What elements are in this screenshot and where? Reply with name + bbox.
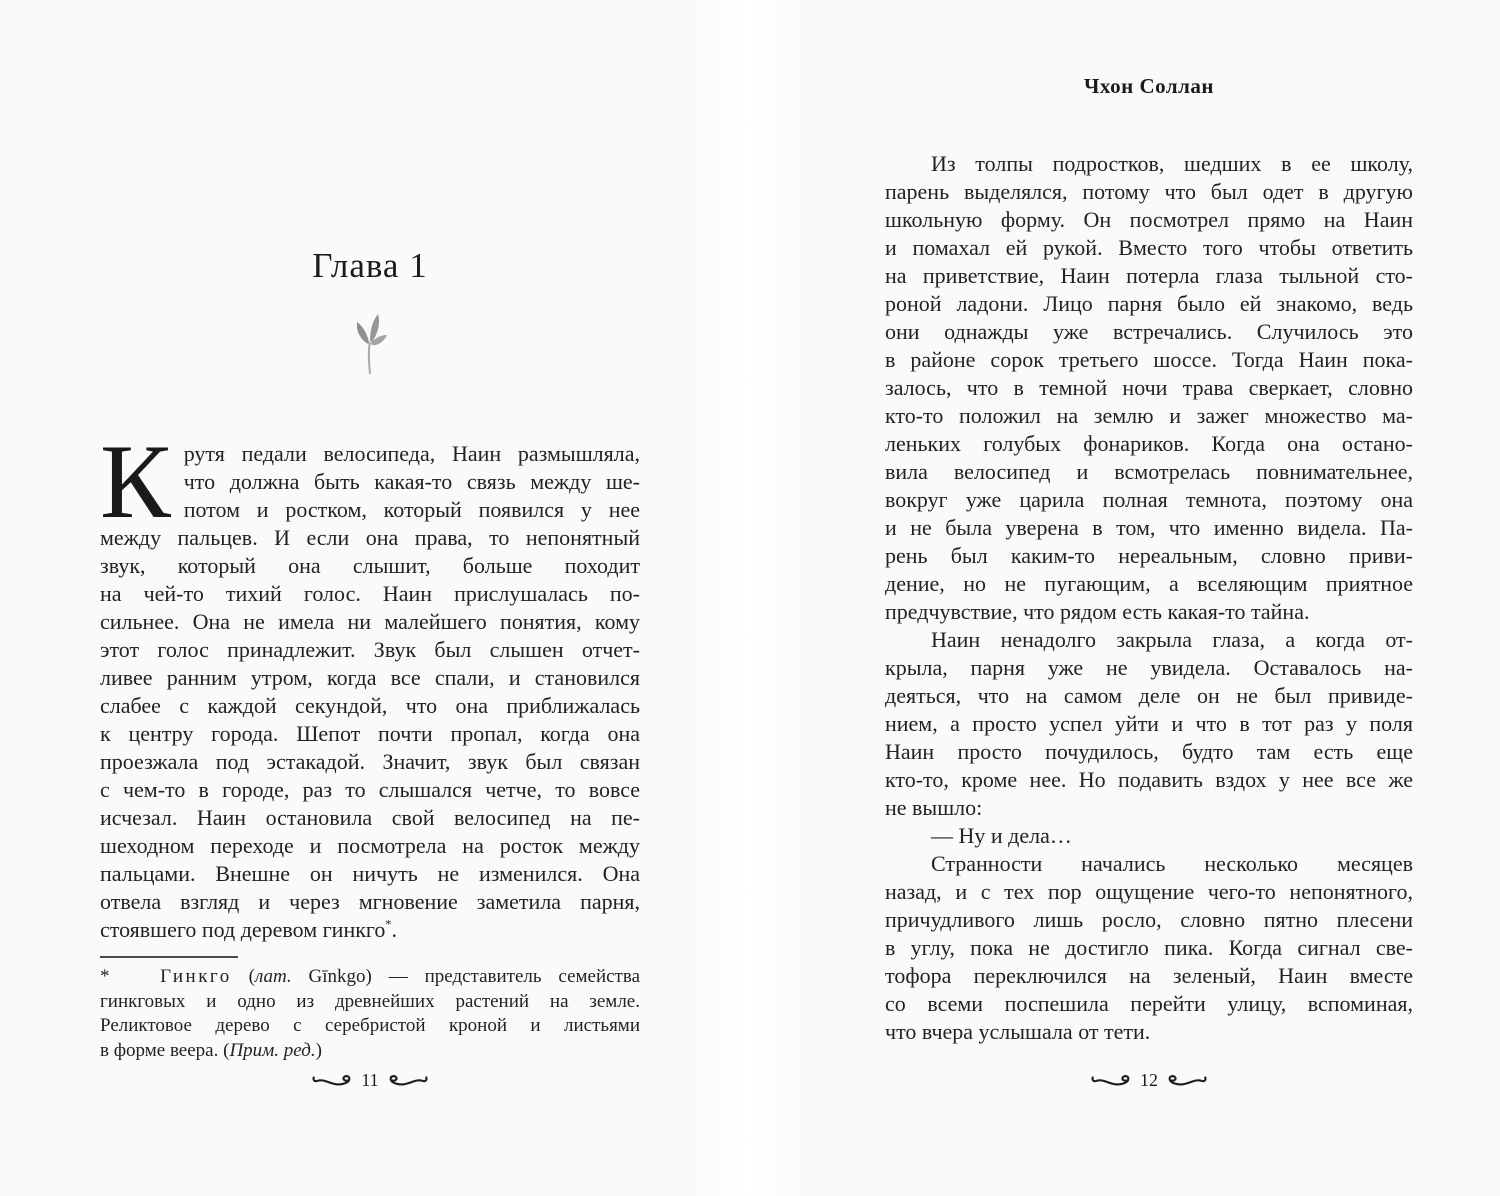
text-line: что должна быть какая-то связь между ше-	[183, 469, 640, 494]
text-line: тофора переключился на зеленый, Наин вместе	[885, 963, 1413, 988]
text-line: со всеми поспешила перейти улицу, вспоминая,	[885, 991, 1413, 1016]
flourish-left-icon	[312, 1073, 352, 1088]
text-line: пальцами. Внешне он ничуть не изменился. Она	[100, 861, 640, 886]
text-line: проезжала под эстакадой. Значит, звук был связан	[100, 749, 640, 774]
text-line: нием, а просто успел уйти и что в тот раз у поля	[885, 711, 1413, 736]
text-line: в районе сорок третьего шоссе. Тогда Наин пока-	[885, 347, 1413, 372]
text-line: к центру города. Шепот почти пропал, когда она	[100, 721, 640, 746]
body-text-right	[885, 150, 1413, 1046]
text-line: — Ну и дела…	[931, 823, 1072, 848]
footnote-text	[100, 965, 640, 1063]
text-line: сильнее. Она не имела ни малейшего понятия, кому	[100, 609, 640, 634]
text-line: Из толпы подростков, шедших в ее школу,	[931, 151, 1413, 176]
sprout-ornament	[100, 312, 640, 381]
text-line: причудливого лишь росло, словно пятно плесени	[885, 907, 1413, 932]
text-line: стоявшего под деревом гинкго*.	[100, 917, 397, 942]
text-line: звук, который она слышит, больше походит	[100, 553, 640, 578]
footnote-rule	[100, 956, 238, 958]
text-line: что вчера услышала от тети.	[885, 1019, 1151, 1044]
text-line: гинкговых и одно из древнейших растений на земле.	[100, 990, 640, 1012]
text-line: вила велосипед и всмотрелась повнимательнее,	[885, 459, 1413, 484]
text-line: с чем-то в городе, раз то слышался четче, то вовсе	[100, 777, 640, 802]
flourish-left-icon	[1091, 1073, 1131, 1088]
page-number: 12	[1140, 1070, 1158, 1090]
text-line: не вышло:	[885, 795, 983, 820]
text-line: вокруг уже царила полная темнота, поэтому она	[885, 487, 1413, 512]
left-page	[100, 0, 640, 1196]
text-line: и помахал ей рукой. Вместо того чтобы ответить	[885, 235, 1413, 260]
text-line: кто-то положил на землю и зажег множество ма-	[885, 403, 1413, 428]
text-line: и не была уверена в том, что именно видела. Па-	[885, 515, 1413, 540]
text-line: школьную форму. Он посмотрел прямо на Наин	[885, 207, 1413, 232]
text-line: Наин просто почудилось, будто там есть еще	[885, 739, 1413, 764]
text-line: на чей-то тихий голос. Наин прислушалась по-	[100, 581, 640, 606]
page-number-row-right	[885, 1070, 1413, 1091]
running-head: Чхон Соллан	[1083, 74, 1214, 98]
text-line: Наин ненадолго закрыла глаза, а когда от-	[931, 627, 1413, 652]
text-line: рень был каким-то нереальным, словно приви-	[885, 543, 1413, 568]
text-line: отвела взгляд и через мгновение заметила парня,	[100, 889, 640, 914]
flourish-right-icon	[1167, 1073, 1207, 1088]
text-line: шеходном переходе и посмотрела на росток между	[100, 833, 640, 858]
text-line: роной ладони. Лицо парня было ей знакомо, ведь	[885, 291, 1413, 316]
text-line: * Гинкго (лат. Gīnkgo) — представитель семейства	[100, 966, 641, 987]
text-line: они однажды уже встречались. Случилось это	[885, 319, 1413, 344]
paragraph	[885, 626, 1413, 822]
text-line: леньких голубых фонариков. Когда она остано-	[885, 431, 1413, 456]
chapter-title: Глава 1	[312, 246, 428, 285]
text-line: парень выделялся, потому что был одет в другую	[885, 179, 1413, 204]
text-line: между пальцев. И если она права, то непонятный	[100, 525, 640, 550]
text-line: залось, что в темной ночи трава сверкает, словно	[885, 375, 1413, 400]
drop-cap: К	[100, 423, 171, 540]
paragraph	[885, 150, 1413, 626]
text-line: в форме веера. (Прим. ред.)	[100, 1039, 322, 1061]
text-line: в углу, пока не достигло пика. Когда сигнал све-	[885, 935, 1413, 960]
text-line: назад, и с тех пор ощущение чего-то непонятного,	[885, 879, 1413, 904]
text-line: этот голос принадлежит. Звук был слышен отчет-	[100, 637, 640, 662]
text-line: исчезал. Наин остановила свой велосипед на пе-	[100, 805, 640, 830]
page-number-row-left	[100, 1070, 640, 1091]
text-line: рутя педали велосипеда, Наин размышляла,	[183, 441, 640, 466]
page-number: 11	[361, 1070, 379, 1090]
flourish-right-icon	[388, 1073, 428, 1088]
text-line: крыла, парня уже не увидела. Оставалось на-	[885, 655, 1413, 680]
text-line: слабее с каждой секундой, что она приближалась	[100, 693, 640, 718]
page-gutter	[695, 0, 805, 1196]
paragraph	[885, 850, 1413, 1046]
text-line: потом и ростком, который появился у нее	[183, 497, 640, 522]
text-line: ливее ранним утром, когда все спали, и становился	[100, 665, 640, 690]
text-line: деяться, что на самом деле он не был привиде-	[885, 683, 1413, 708]
right-page	[885, 0, 1413, 1196]
text-line: Реликтовое дерево с серебристой кроной и листьями	[100, 1015, 640, 1036]
text-line: дение, но не пугающим, а вселяющим приятное	[885, 571, 1413, 596]
body-text-left	[100, 423, 640, 944]
text-line: предчувствие, что рядом есть какая-то тайна.	[885, 599, 1310, 624]
footnote	[100, 956, 640, 1063]
text-line: на приветствие, Наин потерла глаза тыльной сто-	[885, 263, 1413, 288]
paragraph	[885, 822, 1413, 850]
text-line: Странности начались несколько месяцев	[931, 851, 1413, 876]
text-line: кто-то, кроме нее. Но подавить вздох у нее все же	[885, 767, 1413, 792]
sprout-icon	[348, 312, 392, 376]
